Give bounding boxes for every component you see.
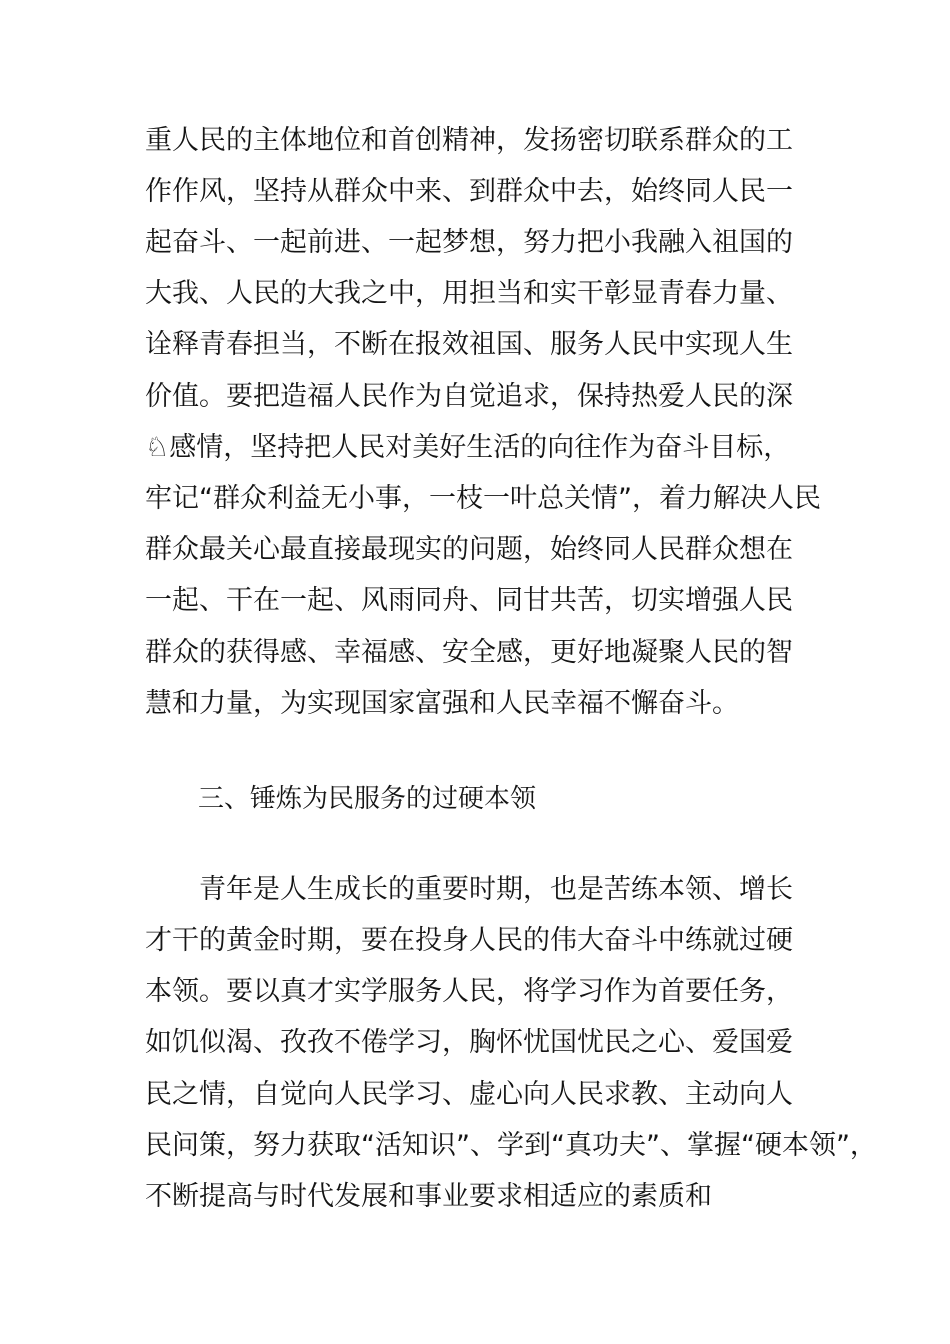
paragraph-line: 一起、干在一起、风雨同舟、同甘共苦，切实增强人民: [145, 585, 793, 616]
paragraph-line: 民之情，自觉向人民学习、虚心向人民求教、主动向人: [145, 1079, 793, 1110]
paragraph-line: 才干的黄金时期，要在投身人民的伟大奋斗中练就过硬: [145, 925, 793, 956]
paragraph-line: 诠释青春担当，不断在报效祖国、服务人民中实现人生: [145, 329, 793, 360]
paragraph-line: 作作风，坚持从群众中来、到群众中去，始终同人民一: [145, 176, 793, 207]
paragraph-line: 重人民的主体地位和首创精神，发扬密切联系群众的工: [145, 125, 793, 156]
paragraph-line: 牢记“群众利益无小事，一枝一叶总关情”，着力解决人民: [145, 483, 821, 514]
paragraph-line: 价值。要把造福人民作为自觉追求，保持热爱人民的深: [145, 381, 793, 412]
paragraph-line: 起奋斗、一起前进、一起梦想，努力把小我融入祖国的: [145, 227, 793, 258]
paragraph-line: ♘感情，坚持把人民对美好生活的向往作为奋斗目标，: [145, 432, 791, 463]
paragraph-line: 本领。要以真才实学服务人民，将学习作为首要任务，: [145, 976, 793, 1007]
paragraph-line: 青年是人生成长的重要时期，也是苦练本领、增长: [145, 874, 793, 905]
paragraph-line: 群众的获得感、幸福感、安全感，更好地凝聚人民的智: [145, 637, 793, 668]
paragraph-line: 大我、人民的大我之中，用担当和实干彰显青春力量、: [145, 278, 793, 309]
paragraph-line: 慧和力量，为实现国家富强和人民幸福不懈奋斗。: [145, 688, 739, 719]
paragraph-line: 如饥似渴、孜孜不倦学习，胸怀忧国忧民之心、爱国爱: [145, 1027, 793, 1058]
paragraph-line: 民问策，努力获取“活知识”、学到“真功夫”、掌握“硬本领”，: [145, 1130, 877, 1161]
paragraph-line: 不断提高与时代发展和事业要求相适应的素质和: [145, 1181, 712, 1212]
section-heading: 三、锤炼为民服务的过硬本领: [198, 784, 537, 814]
paragraph-line: 群众最关心最直接最现实的问题，始终同人民群众想在: [145, 534, 793, 565]
